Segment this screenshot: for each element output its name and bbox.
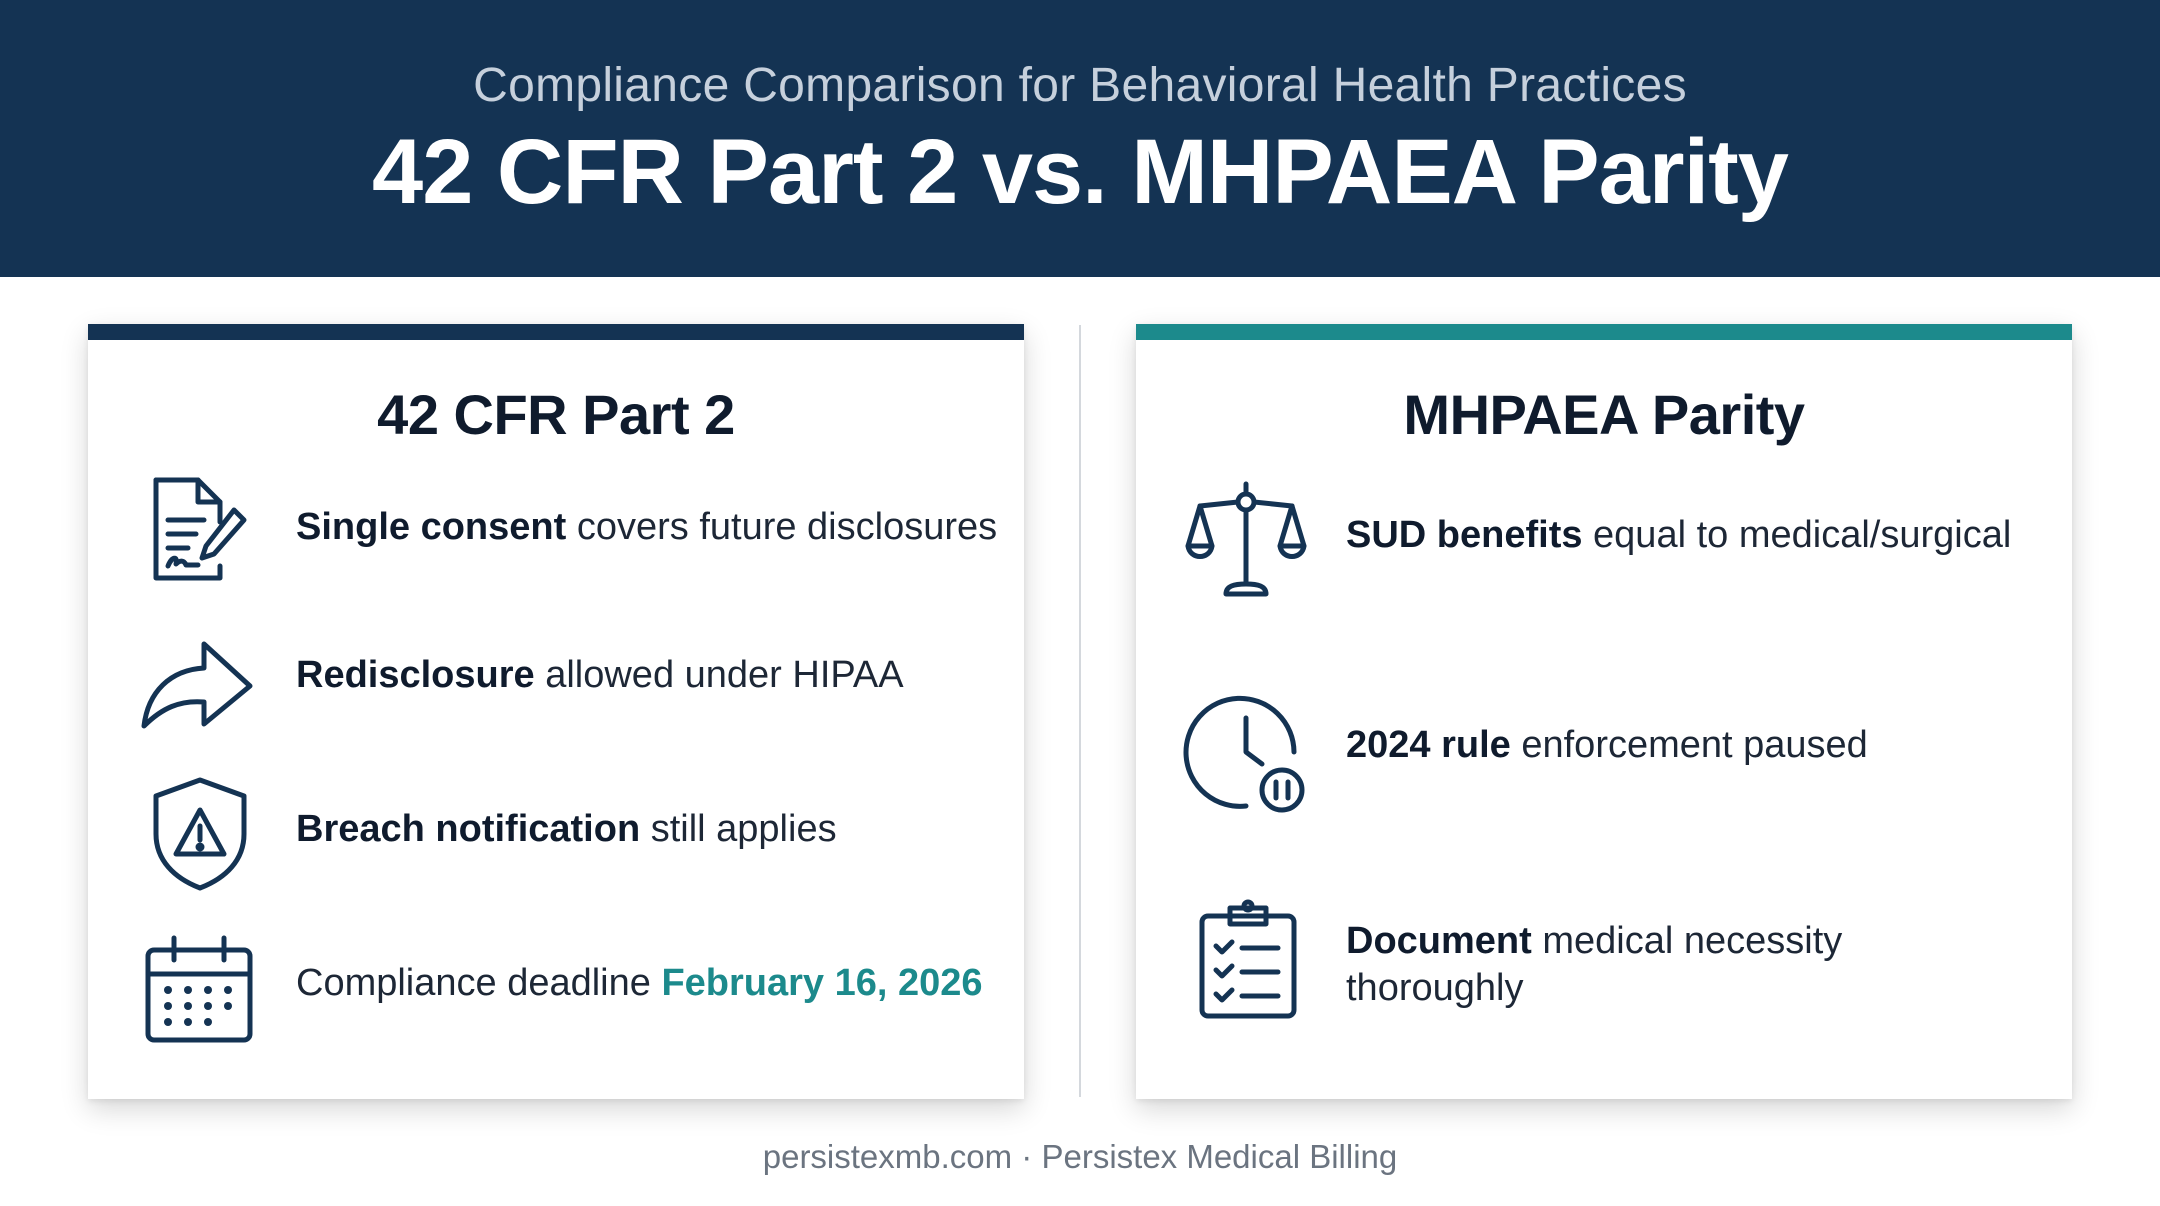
clipboard-checklist-icon (1188, 900, 1308, 1020)
item-rest-text: enforcement paused (1510, 724, 1868, 766)
item-rest-text: still applies (640, 808, 837, 850)
mhpaea-panel (1136, 324, 2072, 1099)
item-bold-text: Breach notification (296, 808, 641, 850)
item-bold-text: Single consent (296, 506, 567, 548)
item-rest-text: allowed under HIPAA (534, 654, 904, 696)
part2-item-breach (296, 806, 837, 853)
mhpaea-item-document (1346, 918, 1946, 1012)
mhpaea-panel-title: MHPAEA Parity (1403, 383, 1805, 446)
item-bold-text: 2024 rule (1346, 724, 1511, 766)
part2-item-deadline (296, 960, 983, 1007)
footer-credit: persistexmb.com · Persistex Medical Billing (762, 1138, 1398, 1175)
mhpaea-item-rule (1346, 722, 1868, 769)
item-bold-text: Redisclosure (296, 654, 535, 696)
column-divider (1079, 325, 1081, 1097)
item-plain-text: Compliance deadline (296, 962, 662, 1004)
item-rest-text: covers future disclosures (566, 506, 998, 548)
part2-panel (88, 324, 1024, 1099)
item-rest-text: medical necessity thoroughly (1346, 920, 1843, 1009)
part2-item-redisclosure (296, 652, 904, 699)
balance-scale-icon (1186, 480, 1306, 600)
part2-item-consent (296, 504, 997, 551)
page-title: 42 CFR Part 2 vs. MHPAEA Parity (372, 121, 1788, 223)
share-arrow-icon (140, 622, 260, 742)
part2-panel-title: 42 CFR Part 2 (377, 383, 735, 446)
item-bold-text: SUD benefits (1346, 514, 1583, 556)
calendar-icon (140, 930, 260, 1050)
clock-pause-icon (1186, 692, 1306, 812)
mhpaea-item-sud (1346, 512, 2011, 559)
page-subtitle: Compliance Comparison for Behavioral Health Practices (473, 59, 1687, 112)
deadline-date: February 16, 2026 (661, 962, 983, 1004)
signed-document-icon (140, 470, 260, 590)
item-rest-text: equal to medical/surgical (1582, 514, 2012, 556)
header-banner (0, 0, 2160, 277)
shield-warning-icon (140, 774, 260, 894)
item-bold-text: Document (1346, 920, 1532, 962)
